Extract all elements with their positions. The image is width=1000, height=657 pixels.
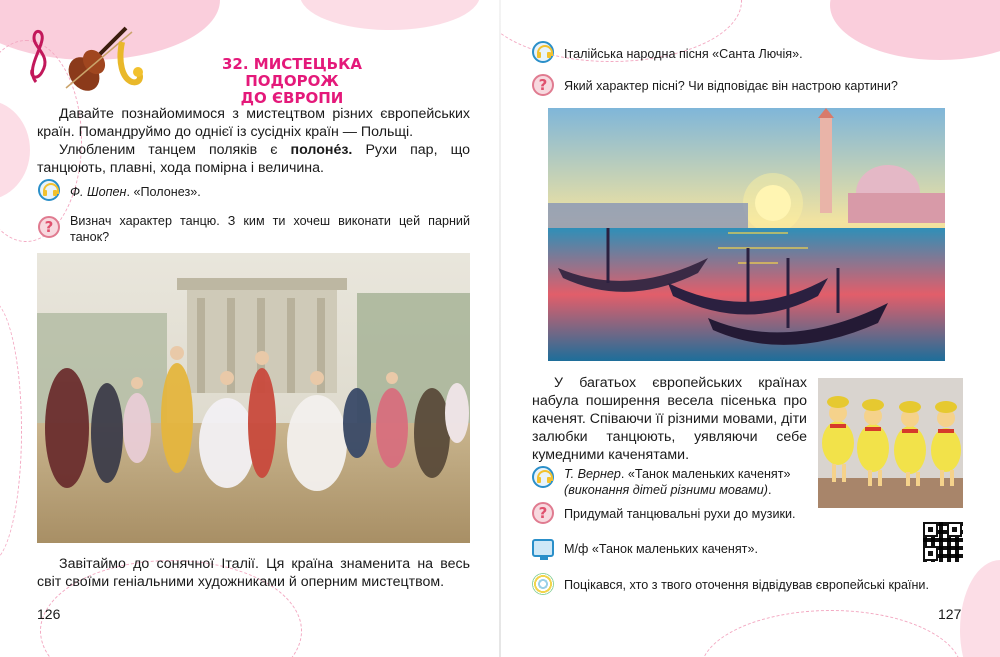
venice-painting-icon xyxy=(548,108,945,361)
music-instruments-icon xyxy=(22,22,147,97)
decor-blob xyxy=(300,0,480,30)
decor-dashed-line xyxy=(0,300,22,562)
listen-composer: Ф. Шопен xyxy=(70,185,127,199)
question-icon: ? xyxy=(38,216,60,238)
dance-text-end: Рухи пар, що танцюють, плавні, хода помірна і величина. xyxy=(37,142,470,176)
polonaise-painting-icon xyxy=(37,253,470,543)
ducklings-paragraph: У багатьох європейських країнах набула поширення весела пісенька про каченят. Співаючи її різними мовами, діти залюбки танцюють, уявляючи себе кумедними каченятами. xyxy=(532,375,807,463)
ducklings-text-block xyxy=(532,374,807,464)
intro-text-block xyxy=(37,105,470,177)
dance-text-start: Улюбленим танцем поляків є xyxy=(59,142,291,158)
page-number-left: 126 xyxy=(37,606,61,622)
headphones-icon xyxy=(532,41,554,63)
decor-blob xyxy=(960,560,1000,657)
question-song: Який характер пісні? Чи відповідає він настрою картини? xyxy=(564,79,898,93)
polonaise-painting xyxy=(37,253,470,543)
dance-paragraph xyxy=(37,141,470,177)
headphones-icon xyxy=(532,466,554,488)
lesson-title xyxy=(192,56,392,107)
question-icon: ? xyxy=(532,74,554,96)
title-line-1: 32. МИСТЕЦЬКА ПОДОРОЖ xyxy=(222,55,362,90)
spiral-task-icon xyxy=(532,573,554,595)
listen2-title: . «Танок маленьких каченят» xyxy=(620,467,791,481)
video-monitor-icon xyxy=(532,539,554,557)
italy-text-block xyxy=(37,555,470,591)
dancing-children-photo xyxy=(818,378,963,508)
listen2-composer: Т. Вернер xyxy=(564,467,621,481)
qr-finder xyxy=(947,522,962,537)
intro-paragraph: Давайте познайомимося з мистецтвом різних європейських країн. Помандруймо до однієї із сусідніх країн — Польщі. xyxy=(37,106,470,140)
dancing-children-photo-icon xyxy=(818,378,963,508)
headphones-icon xyxy=(38,179,60,201)
listen2-end: . xyxy=(768,483,772,497)
listen-line xyxy=(70,184,450,200)
decor-dashed-line xyxy=(700,610,962,657)
listen2-note: (виконання дітей різними мовами) xyxy=(564,483,768,497)
listen-ducklings xyxy=(564,466,810,498)
question-dance: Придумай танцювальні рухи до музики. xyxy=(564,507,796,521)
question-text: Визнач характер танцю. З ким ти хочеш виконати цей парний танок? xyxy=(70,214,470,244)
qr-finder xyxy=(923,546,938,561)
listen-song: Італійська народна пісня «Санта Лючія». xyxy=(564,47,803,61)
video-text: М/ф «Танок маленьких каченят». xyxy=(564,542,758,556)
qr-finder xyxy=(923,522,938,537)
page-number-right: 127 xyxy=(938,606,962,622)
qr-code-icon[interactable] xyxy=(923,522,963,562)
venice-painting xyxy=(548,108,945,361)
italy-paragraph: Завітаймо до сонячної Італії. Ця країна знаменита на весь світ своїми геніальними художниками й оперним мистецтвом. xyxy=(37,556,470,590)
question-icon: ? xyxy=(532,502,554,524)
right-page xyxy=(500,0,1000,657)
listen-title: . «Полонез». xyxy=(126,185,201,199)
task-text: Поцікався, хто з твого оточення відвідував європейські країни. xyxy=(564,578,929,592)
title-line-2: ДО ЄВРОПИ xyxy=(240,89,344,107)
dance-term: полоне́з. xyxy=(290,142,353,158)
